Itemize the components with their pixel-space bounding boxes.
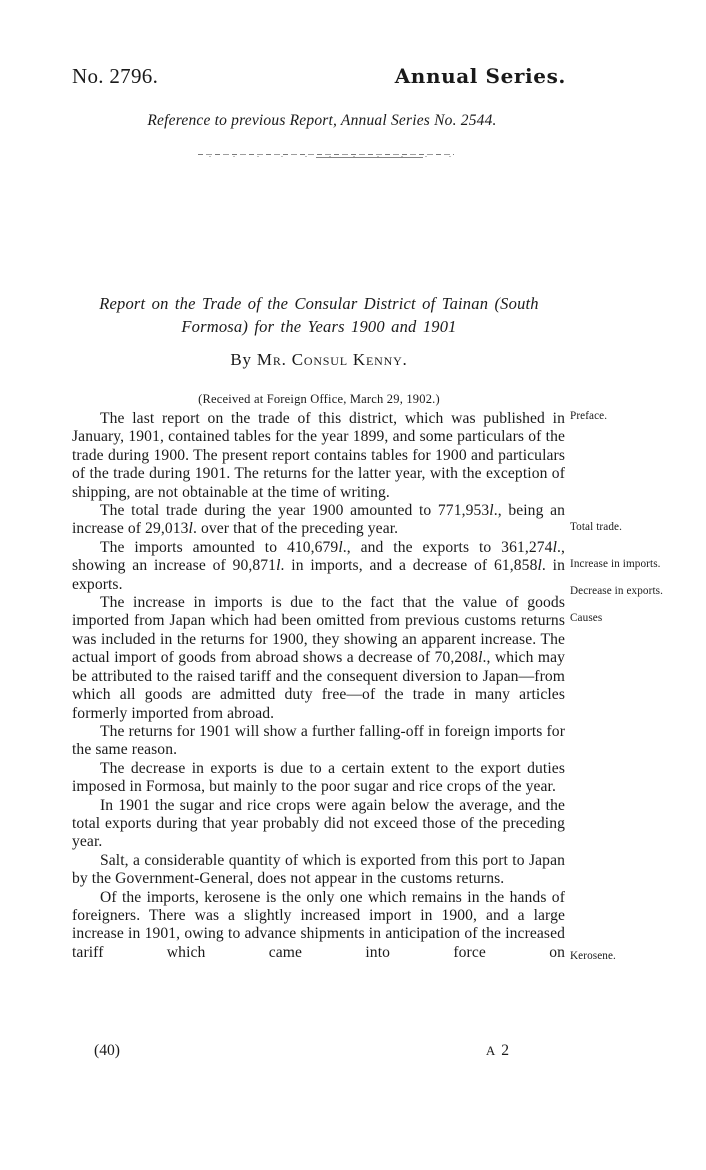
masthead [72,64,566,89]
body-column [72,410,565,962]
signature-number: 2 [501,1042,510,1059]
paragraph-decrease-exports: The decrease in exports is due to a certain extent to the export duties imposed in Formosa, but mainly to the poor sugar and rice crops of the year. [72,759,565,796]
byline-author: Mr. Consul Kenny. [256,350,408,369]
rule-segment-lower [316,157,424,158]
paragraph-kerosene: Of the imports, kerosene is the only one which remains in the hands of foreigners. There was a slightly increased import in 1900, and a large increase in 1901, owing to advance shipments in anticipation of the increased tariff which came into force on [72,888,565,961]
paragraph-imports-exports: The imports amounted to 410,679l., and the exports to 361,274l., showing an increase of 90,871l. in imports, and a decrease of 61,858l. in exports. [72,538,566,593]
report-title-line-2: Formosa) for the Years 1900 and 1901 [181,317,457,336]
paragraph-salt: Salt, a considerable quantity of which is exported from this port to Japan by the Government-General, does not appear in the customs returns. [72,851,565,888]
signature-mark [486,1042,566,1060]
title-block [66,292,572,407]
margin-note-kerosene: Kerosene. [570,950,616,962]
margin-note-decrease-exports: Decrease in exports. [570,585,664,597]
paragraph-causes: The increase in imports is due to the fact that the value of goods imported from Japan which had been omitted from previous customs returns was included in the returns for 1900, they showing an apparent increase. The actual import of goods from abroad shows a decrease of 70,208l., which may be attributed to the raised tariff and the consequent diversion to Japan—from which all goods are admitted duty free—of the trade in many articles formerly imported from abroad. [72,594,565,722]
margin-note-total-trade: Total trade. [570,521,622,533]
decorative-rule [198,152,454,160]
page-number: (40) [94,1042,120,1059]
previous-report-reference: Reference to previous Report, Annual Series No. 2544. [147,112,497,129]
margin-note-preface: Preface. [570,410,608,422]
paragraph-total-trade: The total trade during the year 1900 amounted to 771,953l., being an increase of 29,013l. over that of the preceding year. [72,502,565,538]
page-footer [72,1042,566,1060]
author-byline [66,350,572,370]
report-title-line-1: Report on the Trade of the Consular District of Tainan (South [99,294,539,313]
rule-segment-upper [198,154,454,155]
margin-note-causes: Causes [570,612,603,624]
report-title [66,292,572,338]
margin-note-increase-imports: Increase in imports. [570,558,661,570]
report-number: No. 2796. [72,64,159,88]
byline-prefix: By [230,350,252,369]
paragraph-crops-1901: In 1901 the sugar and rice crops were again below the average, and the total exports during that year probably did not exceed those of the preceding year. [72,796,565,851]
received-note: (Received at Foreign Office, March 29, 1902.) [198,392,440,406]
paragraph-preface: The last report on the trade of this district, which was published in January, 1901, contained tables for the year 1899, and some particulars of the trade during 1900. The present report contains tables for 1900 and particulars of the trade during 1901. The returns for the latter year, with the exception of shipping, are not obtainable at the time of writing. [72,410,565,501]
series-title: Annual Series. [394,64,566,88]
paragraph-returns-1901: The returns for 1901 will show a further falling-off in foreign imports for the same reason. [72,722,565,759]
signature-letter: A [485,1043,497,1058]
